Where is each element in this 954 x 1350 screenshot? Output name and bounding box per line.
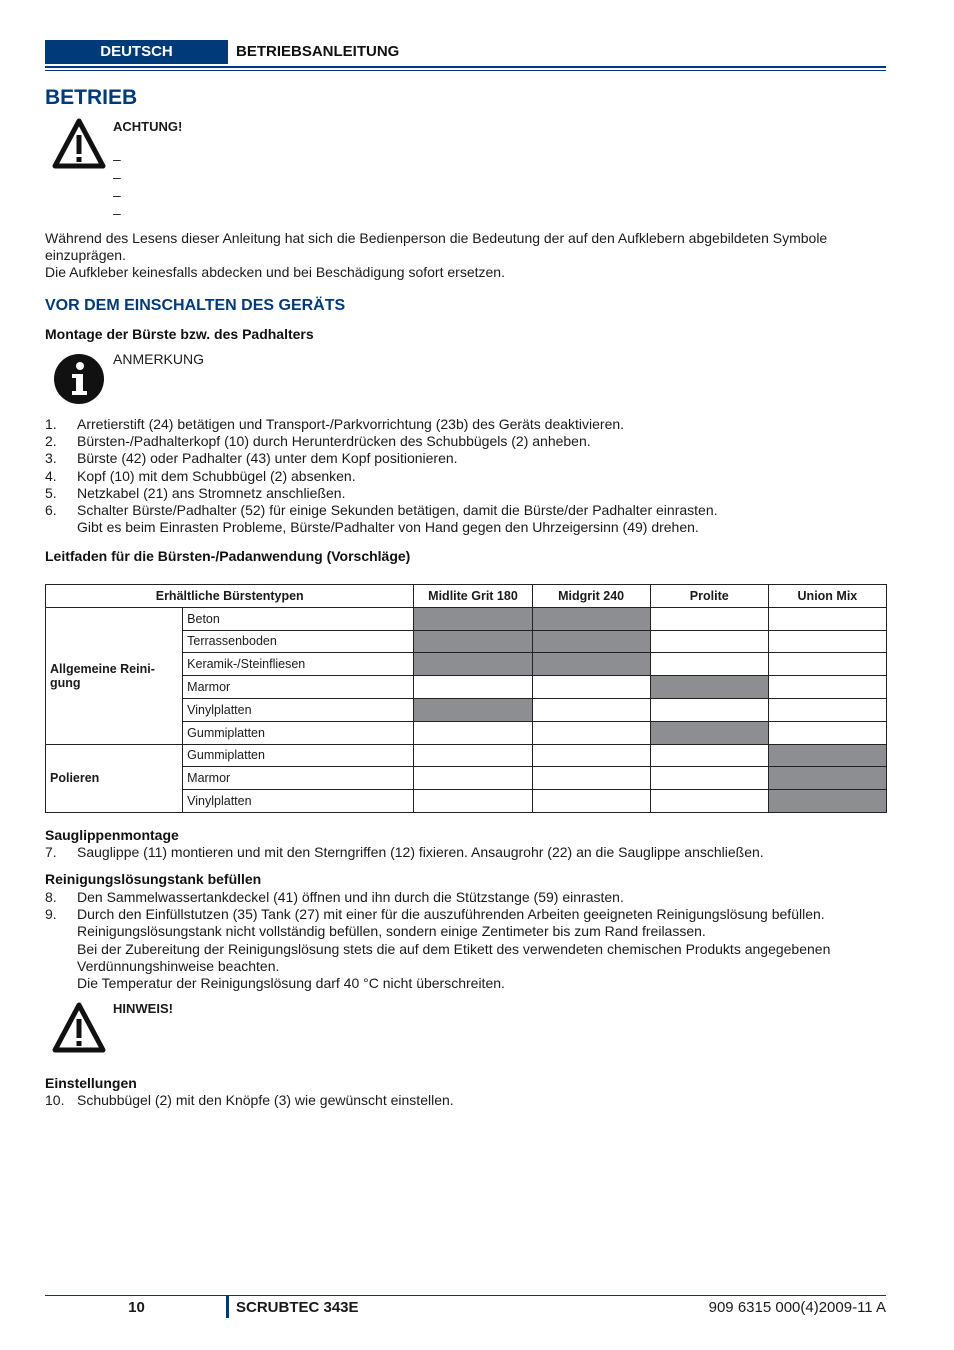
- table-cell-recommended: [650, 676, 768, 699]
- settings-heading: Einstellungen: [45, 1075, 137, 1091]
- header-language: DEUTSCH: [45, 40, 228, 64]
- table-cell: [650, 630, 768, 653]
- warning-label: ACHTUNG!: [113, 119, 183, 134]
- squeegee-steps: [45, 844, 887, 861]
- warning-item: –: [113, 169, 121, 185]
- table-surface-cell: Gummiplatten: [183, 744, 414, 767]
- table-surface-cell: Vinylplatten: [183, 790, 414, 813]
- table-cell-recommended: [532, 653, 650, 676]
- table-cell: [650, 790, 768, 813]
- table-header-main: Erhältliche Bürstentypen: [46, 585, 414, 608]
- warning-item: –: [113, 205, 121, 221]
- table-cell: [768, 698, 886, 721]
- table-header-row: [46, 585, 887, 608]
- subsection-title: VOR DEM EINSCHALTEN DES GERÄTS: [45, 297, 346, 314]
- warning-item: –: [113, 187, 121, 203]
- list-item: 2. Bürsten-/Padhalterkopf (10) durch Herunterdrücken des Schubbügels (2) anheben.: [45, 433, 591, 450]
- header-rule-thin: [45, 70, 886, 71]
- table-cell-recommended: [768, 767, 886, 790]
- intro-paragraph-2: Die Aufkleber keinesfalls abdecken und bei Beschädigung sofort ersetzen.: [45, 264, 505, 280]
- squeegee-heading: Sauglippenmontage: [45, 827, 179, 843]
- table-cell: [768, 676, 886, 699]
- table-cell-recommended: [532, 607, 650, 630]
- table-cell-recommended: [532, 630, 650, 653]
- list-item: 6. Schalter Bürste/Padhalter (52) für einige Sekunden betätigen, damit die Bürste/der Padhalter einrasten. Gibt es beim Einrasten Probleme, Bürste/Padhalter von Hand gegen den Uhrzeigersinn (49) drehen.: [45, 502, 718, 536]
- warning-list: [113, 150, 121, 222]
- brush-guide-table: [45, 584, 887, 813]
- table-cell: [768, 653, 886, 676]
- list-item: 1. Arretierstift (24) betätigen und Transport-/Parkvorrichtung (23b) des Geräts deaktivieren.: [45, 416, 625, 432]
- table-cell-recommended: [768, 744, 886, 767]
- table-cell: [532, 767, 650, 790]
- hint-label: HINWEIS!: [113, 1001, 173, 1016]
- table-surface-cell: Marmor: [183, 676, 414, 699]
- table-row: [46, 607, 887, 630]
- table-cell: [768, 607, 886, 630]
- list-item: 5. Netzkabel (21) ans Stromnetz anschließen.: [45, 484, 346, 501]
- table-surface-cell: Marmor: [183, 767, 414, 790]
- info-icon: [53, 353, 105, 405]
- warning-triangle-icon: [51, 1001, 107, 1055]
- table-cell: [768, 630, 886, 653]
- table-row: [46, 744, 887, 767]
- table-surface-cell: Gummiplatten: [183, 721, 414, 744]
- table-cell: [532, 744, 650, 767]
- table-column-header: Midlite Grit 180: [414, 585, 532, 608]
- header-rule: [45, 66, 886, 68]
- brush-mount-steps: [45, 416, 887, 536]
- list-item: 7. Sauglippe (11) montieren und mit den Sterngriffen (12) fixieren. Ansaugrohr (22) an die Sauglippe anschließen.: [45, 844, 764, 860]
- table-surface-cell: Beton: [183, 607, 414, 630]
- table-surface-cell: Terrassenboden: [183, 630, 414, 653]
- table-body: [46, 607, 887, 812]
- table-cell: [532, 721, 650, 744]
- table-cell: [414, 790, 532, 813]
- tank-heading: Reinigungslösungstank befüllen: [45, 871, 262, 887]
- table-cell-recommended: [768, 790, 886, 813]
- header-manual-title: BETRIEBSANLEITUNG: [236, 43, 400, 60]
- guide-heading: Leitfaden für die Bürsten-/Padanwendung (Vorschläge): [45, 548, 411, 564]
- page-number: 10: [128, 1299, 145, 1316]
- settings-steps: [45, 1092, 887, 1109]
- note-label: ANMERKUNG: [113, 351, 205, 367]
- table-cell: [650, 653, 768, 676]
- table-cell: [532, 790, 650, 813]
- table-cell-recommended: [414, 653, 532, 676]
- list-item: 4. Kopf (10) mit dem Schubbügel (2) absenken.: [45, 467, 356, 484]
- table-cell-recommended: [414, 607, 532, 630]
- table-cell: [532, 676, 650, 699]
- tank-steps: [45, 889, 887, 992]
- list-item: 10. Schubbügel (2) mit den Knöpfe (3) wie gewünscht einstellen.: [45, 1092, 454, 1108]
- table-group-label: Polieren: [46, 744, 183, 812]
- table-cell-recommended: [414, 698, 532, 721]
- list-item: 9. Durch den Einfüllstutzen (35) Tank (27) mit einer für die auszuführenden Arbeiten geeigneten Reinigungslösung befüllen. Reinigungslösungstank nicht vollständig befüllen, sondern einige Zentimeter bis zum Rand freilassen. Bei der Zubereitung der Reinigungslösung stets die auf dem Etikett des verwendeten chemischen Produkts angegebenen Verdünnungshinweise beachten. Die Temperatur der Reinigungslösung darf 40 °C nicht überschreiten.: [45, 906, 831, 992]
- table-cell: [650, 698, 768, 721]
- brush-mount-heading: Montage der Bürste bzw. des Padhalters: [45, 326, 314, 342]
- table-surface-cell: Vinylplatten: [183, 698, 414, 721]
- table-cell: [414, 767, 532, 790]
- table-column-header: Midgrit 240: [532, 585, 650, 608]
- table-column-header: Prolite: [650, 585, 768, 608]
- footer-model: SCRUBTEC 343E: [236, 1299, 359, 1316]
- table-cell: [414, 676, 532, 699]
- list-item: 3. Bürste (42) oder Padhalter (43) unter dem Kopf positionieren.: [45, 450, 458, 467]
- table-surface-cell: Keramik-/Steinfliesen: [183, 653, 414, 676]
- table-cell-recommended: [414, 630, 532, 653]
- table-cell: [414, 744, 532, 767]
- table-cell: [532, 698, 650, 721]
- table-group-label: Allgemeine Reini- gung: [46, 607, 183, 744]
- footer-doc-code: 909 6315 000(4)2009-11 A: [708, 1299, 886, 1316]
- section-title: BETRIEB: [45, 86, 138, 109]
- intro-paragraph: Während des Lesens dieser Anleitung hat sich die Bedienperson die Bedeutung der auf den Aufklebern abgebildeten Symbole einzuprägen.: [45, 230, 828, 264]
- footer-rule: [45, 1295, 886, 1296]
- warning-item: –: [113, 151, 121, 167]
- warning-triangle-icon: [51, 117, 107, 171]
- list-item: 8. Den Sammelwassertankdeckel (41) öffnen und ihn durch die Stützstange (59) einrasten.: [45, 889, 624, 905]
- table-cell: [650, 607, 768, 630]
- table-cell: [414, 721, 532, 744]
- table-cell: [650, 767, 768, 790]
- table-column-header: Union Mix: [768, 585, 886, 608]
- table-cell-recommended: [650, 721, 768, 744]
- table-cell: [768, 721, 886, 744]
- table-cell: [650, 744, 768, 767]
